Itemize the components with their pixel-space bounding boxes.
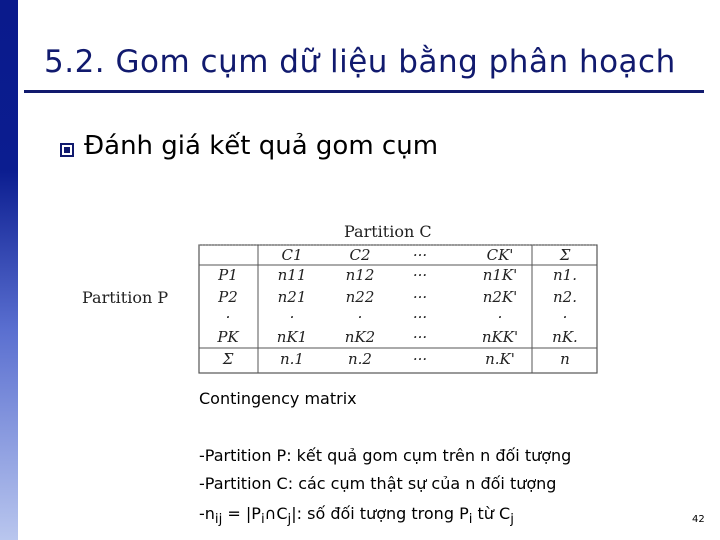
partition-p-label: Partition P	[82, 288, 169, 307]
matrix-cell: n.1	[280, 350, 304, 368]
row-header: P1	[218, 266, 238, 284]
slide-title: 5.2. Gom cụm dữ liệu bằng phân hoạch	[44, 44, 676, 80]
side-accent-bar	[0, 0, 18, 540]
matrix-cell: n1.	[553, 266, 577, 284]
matrix-cell: ···	[412, 288, 428, 306]
contingency-matrix	[78, 222, 608, 382]
row-header: PK	[217, 328, 239, 346]
formula-mid: |: số đối tượng trong P	[291, 504, 469, 523]
matrix-cell: nK.	[552, 328, 578, 346]
bullet-heading: Đánh giá kết quả gom cụm	[84, 131, 439, 161]
formula-sub: i	[260, 512, 265, 528]
note-partition-c: -Partition C: các cụm thật sự của n đối tượng	[199, 474, 557, 493]
formula-from: từ C	[472, 504, 511, 523]
matrix-cell: nK2	[344, 328, 376, 346]
matrix-cell: n.2	[348, 350, 372, 368]
square-bullet-icon	[60, 143, 74, 157]
matrix-cell: ·	[562, 308, 568, 326]
matrix-cell: n1K'	[482, 266, 518, 284]
matrix-cell: ···	[412, 328, 428, 346]
matrix-cell: n2K'	[482, 288, 518, 306]
col-header: C2	[349, 246, 371, 264]
col-header: Σ	[559, 246, 571, 264]
page-number: 42	[692, 514, 705, 525]
col-header: C1	[281, 246, 303, 264]
matrix-cell: ···	[412, 308, 428, 326]
matrix-cell: n2.	[553, 288, 577, 306]
matrix-cell: ·	[497, 308, 503, 326]
note-partition-p: -Partition P: kết quả gom cụm trên n đối tượng	[199, 446, 572, 465]
matrix-cell: nK1	[276, 328, 308, 346]
matrix-cell: n	[560, 350, 570, 368]
matrix-cell: n.K'	[485, 350, 515, 368]
intersection-symbol: ∩	[264, 504, 277, 523]
col-header: ···	[412, 246, 428, 264]
note-nij-definition	[199, 504, 514, 527]
row-header: P2	[218, 288, 238, 306]
matrix-cell: nKK'	[481, 328, 519, 346]
matrix-cell: ···	[412, 350, 428, 368]
partition-c-label: Partition C	[344, 222, 432, 241]
formula-prefix: -n	[199, 504, 215, 523]
matrix-cell: ·	[289, 308, 295, 326]
matrix-cell: n12	[345, 266, 375, 284]
row-header: Σ	[222, 350, 234, 368]
matrix-cell: ···	[412, 266, 428, 284]
formula-eq: = |P	[222, 504, 261, 523]
matrix-cell: n11	[277, 266, 307, 284]
matrix-caption: Contingency matrix	[199, 389, 357, 408]
formula-c: C	[276, 504, 288, 523]
matrix-cell: n21	[277, 288, 307, 306]
formula-sub: i	[468, 512, 473, 528]
formula-sub: ij	[214, 512, 223, 528]
col-header: CK'	[486, 246, 514, 264]
formula-sub: j	[510, 512, 514, 528]
formula-sub: j	[287, 512, 292, 528]
matrix-cell: ·	[357, 308, 363, 326]
title-underline	[24, 90, 704, 93]
row-header: ·	[225, 308, 231, 326]
matrix-cell: n22	[345, 288, 375, 306]
